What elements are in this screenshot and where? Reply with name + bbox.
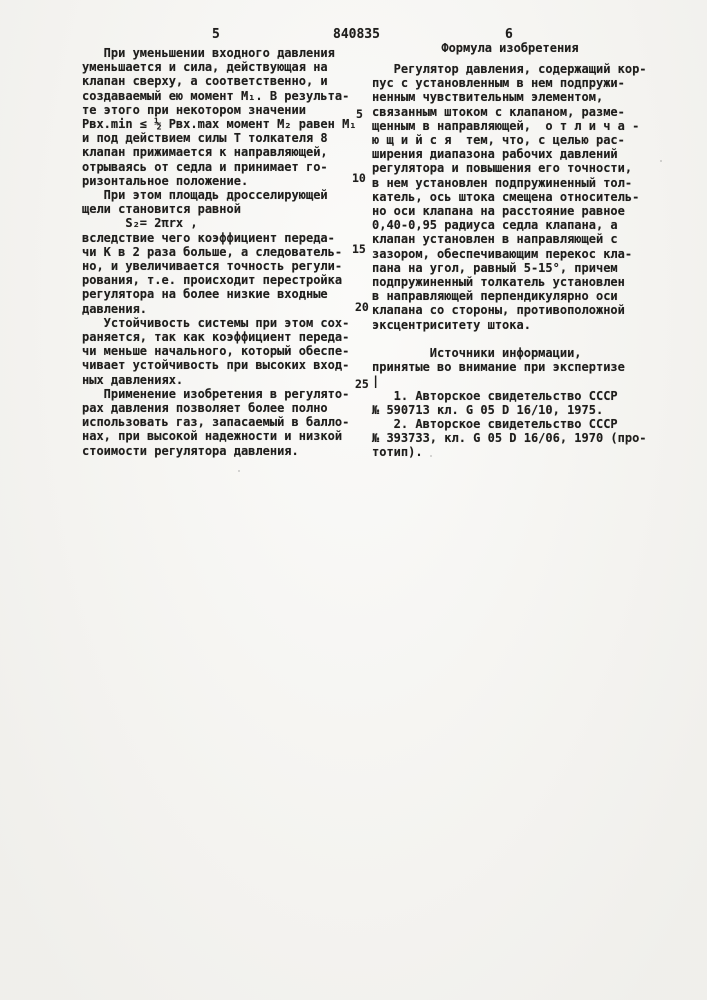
gutter-line-number-10: 10 <box>352 171 366 185</box>
scan-speck <box>430 455 432 457</box>
gutter-line-number-15: 15 <box>352 242 366 256</box>
gutter-line-number-5: 5 <box>356 107 363 121</box>
left-column-text: При уменьшении входного давления уменьшается и сила, действующая на клапан сверху, а соответственно, и создаваемый ею момент М₁. В результа- те этого при некотором значении Pвх.min ≤ ½ Pвх.max момент М₂ равен М₁ и под действием силы Т толкателя 8 клапан прижимается к направляющей, отрываясь от седла и принимает го- ризонтальное положение. При этом площадь дросселирующей щели становится равной S₂= 2πrх , вследствие чего коэффициент переда- чи К в 2 раза больше, а следователь- но, и увеличивается точность регули- рования, т.е. происходит перестройка регулятора на более низкие входные давления. Устойчивость системы при этом сох- раняется, так как коэффициент переда- чи меньше начального, который обеспе- чивает устойчивость при высоких вход- ных давлениях. Применение изобретения в регулято- рах давления позволяет более полно использовать газ, запасаемый в балло- нах, при высокой надежности и низкой стоимости регулятора давления. <box>82 46 357 458</box>
left-column-page-number: 5 <box>212 27 220 42</box>
gutter-line-number-20: 20 <box>355 300 369 314</box>
right-column-text: Регулятор давления, содержащий кор- пус с установленным в нем подпружи- ненным чувствительным элементом, связанным штоком с клапаном, разме- щенным в направляющей, о т л и ч а - ю щ и й с я тем, что, с целью рас- ширения диапазона рабочих давлений регулятора и повышения его точности, в нем установлен подпружиненный тол- катель, ось штока смещена относитель- но оси клапана на расстояние равное 0,40-0,95 радиуса седла клапана, а клапан установлен в направляющей с зазором, обеспечивающим перекос кла- пана на угол, равный 5-15°, причем подпружиненный толкатель установлен в направляющей перпендикулярно оси клапана со стороны, противоположной эксцентриситету штока. Источники информации, принятые во внимание при экспертизе | 1. Авторское свидетельство СССР № 590713 кл. G 05 D 16/10, 1975. 2. Авторское свидетельство СССР № 393733, кл. G 05 D 16/06, 1970 (про- тотип). <box>372 62 647 460</box>
scan-speck <box>660 160 662 162</box>
right-column-page-number: 6 <box>505 27 513 42</box>
patent-number: 840835 <box>333 27 380 42</box>
claims-section-heading: Формула изобретения <box>441 41 579 55</box>
gutter-line-number-25: 25 <box>355 377 369 391</box>
scan-speck <box>238 470 240 472</box>
